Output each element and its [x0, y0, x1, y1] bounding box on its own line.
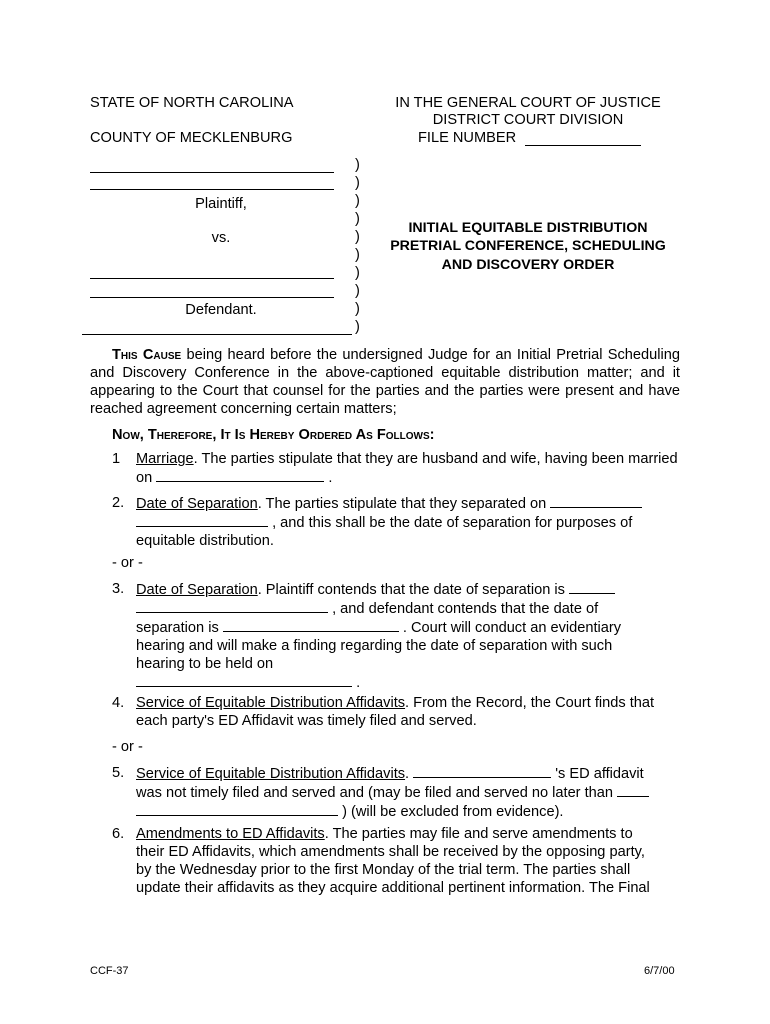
item-text: was not timely filed and served and (may be filed and served no later than: [136, 785, 613, 801]
preamble-text: being heard before the undersigned Judge for an Initial Pretrial Scheduling and Discovery Conference in the above-captioned equitable distribution matter; and it appearing to the Court that counsel for the parties and the parties were present and have reached agreement concerning certain matters;: [90, 347, 680, 417]
document-title-line-1: INITIAL EQUITABLE DISTRIBUTION: [408, 220, 648, 236]
defendant-date-field[interactable]: [223, 618, 399, 632]
caption-paren: ): [355, 283, 360, 299]
separation-date-field-2[interactable]: [136, 513, 268, 527]
item-text: ) (will be excluded from evidence).: [342, 804, 564, 820]
file-number-field[interactable]: [525, 145, 641, 146]
item-text: equitable distribution.: [136, 533, 274, 549]
item-text: . The parties stipulate that they separated on: [257, 496, 547, 512]
preamble-lead: This Cause: [112, 347, 182, 363]
form-id: CCF-37: [90, 965, 129, 977]
or-separator-1: - or -: [112, 555, 143, 571]
plaintiff-name-line-1[interactable]: [90, 172, 334, 173]
plaintiff-date-field-2[interactable]: [136, 599, 328, 613]
caption-paren: ): [355, 265, 360, 281]
document-title-line-3: AND DISCOVERY ORDER: [441, 257, 615, 273]
item-text: . From the Record, the Court finds that: [405, 695, 655, 711]
party-name-field[interactable]: [413, 764, 551, 778]
court-line-1: IN THE GENERAL COURT OF JUSTICE: [395, 95, 661, 111]
caption-paren: ): [355, 229, 360, 245]
item-text: .: [328, 470, 333, 486]
state-label: STATE OF NORTH CAROLINA: [90, 95, 294, 111]
caption-paren: ): [355, 157, 360, 173]
item-text: hearing to be held on: [136, 656, 274, 672]
item-heading: Date of Separation: [136, 496, 258, 512]
caption-bottom-line: [82, 334, 352, 335]
item-number: 3.: [112, 581, 125, 597]
caption-paren: ): [355, 319, 360, 335]
or-separator-2: - or -: [112, 739, 143, 755]
plaintiff-label: Plaintiff,: [195, 196, 247, 212]
item-text: their ED Affidavits, which amendments shall be received by the opposing party,: [136, 844, 645, 860]
item-text: . The parties stipulate that they are husband and wife, having been married: [193, 451, 678, 467]
defendant-name-line-2[interactable]: [90, 297, 334, 298]
item-heading: Amendments to ED Affidavits: [136, 826, 325, 842]
item-text: . Court will conduct an evidentiary: [402, 620, 622, 636]
item-number: 4.: [112, 695, 125, 711]
county-label: COUNTY OF MECKLENBURG: [90, 130, 293, 146]
vs-label: vs.: [211, 230, 231, 246]
marriage-date-field[interactable]: [156, 468, 324, 482]
item-text: .: [405, 766, 410, 782]
defendant-label: Defendant.: [185, 302, 257, 318]
deadline-field-1[interactable]: [617, 783, 649, 797]
item-heading: Date of Separation: [136, 582, 258, 598]
item-heading: Marriage: [136, 451, 194, 467]
item-text: update their affidavits as they acquire additional pertinent information. The Final: [136, 880, 650, 896]
item-text: 's ED affidavit: [555, 766, 644, 782]
item-number: 5.: [112, 765, 125, 781]
caption-paren: ): [355, 175, 360, 191]
item-text: .: [356, 675, 361, 691]
preamble-paragraph: [90, 346, 680, 418]
item-number: 1: [112, 451, 121, 467]
caption-paren: ): [355, 211, 360, 227]
plaintiff-date-field-1[interactable]: [569, 580, 615, 594]
court-line-2: DISTRICT COURT DIVISION: [432, 112, 624, 128]
item-text: on: [136, 470, 153, 486]
ordered-heading: Now, Therefore, It Is Hereby Ordered As Follows:: [112, 427, 435, 443]
item-text: by the Wednesday prior to the first Monday of the trial term. The parties shall: [136, 862, 631, 878]
caption-paren: ): [355, 301, 360, 317]
item-text: , and this shall be the date of separation for purposes of: [272, 515, 633, 531]
hearing-date-field[interactable]: [136, 673, 352, 687]
file-number-label: FILE NUMBER: [418, 130, 517, 146]
item-text: each party's ED Affidavit was timely filed and served.: [136, 713, 477, 729]
item-text: , and defendant contends that the date of: [332, 601, 599, 617]
item-number: 2.: [112, 495, 125, 511]
item-text: . Plaintiff contends that the date of separation is: [257, 582, 565, 598]
document-title-line-2: PRETRIAL CONFERENCE, SCHEDULING: [390, 238, 666, 254]
item-text: . The parties may file and serve amendments to: [324, 826, 633, 842]
defendant-name-line-1[interactable]: [90, 278, 334, 279]
caption-paren: ): [355, 247, 360, 263]
caption-paren: ): [355, 193, 360, 209]
item-text: separation is: [136, 620, 219, 636]
separation-date-field-1[interactable]: [550, 494, 642, 508]
deadline-field-2[interactable]: [136, 802, 338, 816]
form-date: 6/7/00: [644, 965, 675, 977]
item-number: 6.: [112, 826, 125, 842]
item-heading: Service of Equitable Distribution Affidavits: [136, 766, 406, 782]
plaintiff-name-line-2[interactable]: [90, 189, 334, 190]
item-text: hearing and will make a finding regarding the date of separation with such: [136, 638, 613, 654]
item-heading: Service of Equitable Distribution Affidavits: [136, 695, 406, 711]
